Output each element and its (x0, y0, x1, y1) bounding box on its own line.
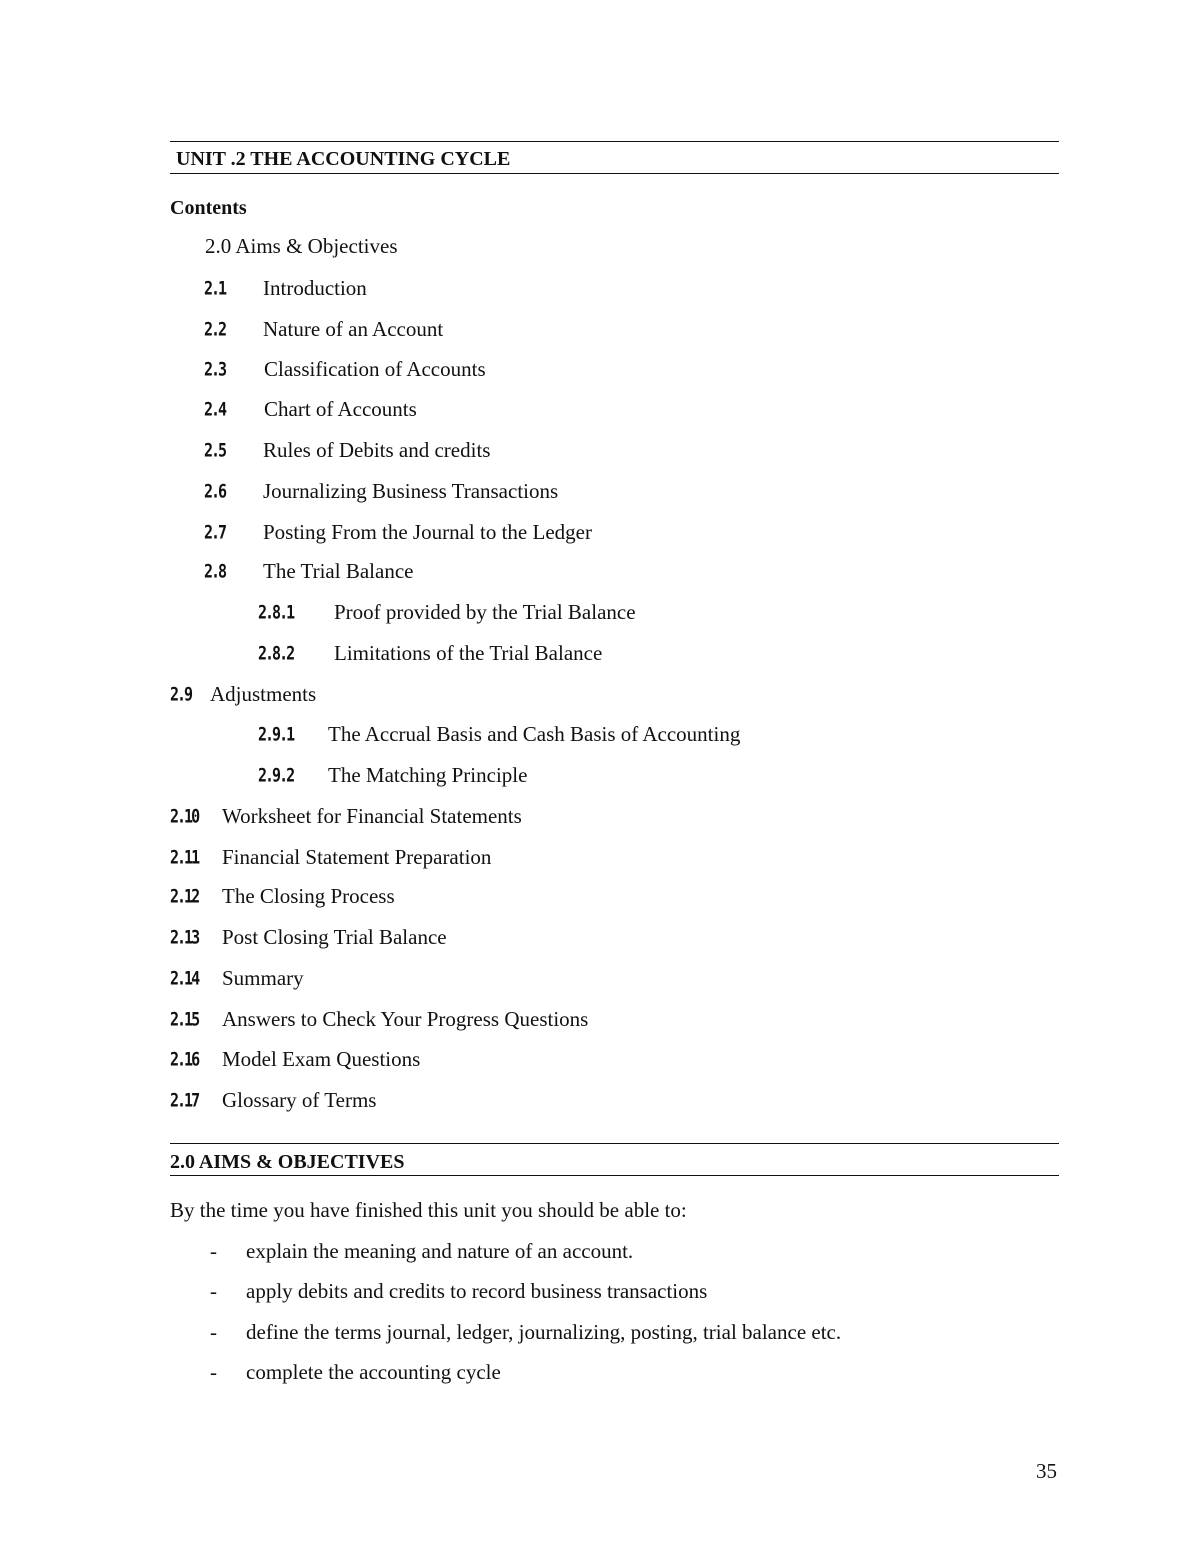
aims-intro: By the time you have finished this unit you should be able to: (170, 1198, 687, 1222)
page-number: 35 (1036, 1459, 1057, 1483)
aims-top-rule (170, 1143, 1059, 1144)
toc-label: Posting From the Journal to the Ledger (263, 520, 592, 544)
unit-bottom-rule (170, 173, 1059, 174)
toc-label: Model Exam Questions (222, 1047, 421, 1071)
unit-title: UNIT .2 THE ACCOUNTING CYCLE (176, 148, 511, 170)
toc-number: 2.1 (204, 276, 226, 300)
list-item-text: apply debits and credits to record business transactions (246, 1279, 708, 1303)
list-item-text: define the terms journal, ledger, journalizing, posting, trial balance etc. (246, 1320, 842, 1344)
toc-number: 2.11 (170, 845, 199, 869)
toc-number: 2.9.2 (258, 763, 294, 787)
toc-number: 2.5 (204, 438, 226, 462)
toc-label: Post Closing Trial Balance (222, 925, 447, 949)
toc-label: Adjustments (210, 682, 317, 706)
toc-number: 2.4 (204, 397, 226, 421)
toc-label: Summary (222, 966, 304, 990)
toc-label: The Trial Balance (263, 559, 414, 583)
toc-label: Worksheet for Financial Statements (222, 804, 522, 828)
bullet-dash: - (210, 1360, 217, 1384)
toc-number: 2.9.1 (258, 722, 294, 746)
list-item-text: complete the accounting cycle (246, 1360, 501, 1384)
bullet-dash: - (210, 1239, 217, 1263)
toc-label: Introduction (263, 276, 367, 300)
toc-item-aims: 2.0 Aims & Objectives (205, 234, 398, 258)
toc-number: 2.10 (170, 804, 199, 828)
unit-top-rule (170, 141, 1059, 142)
list-item-text: explain the meaning and nature of an account. (246, 1239, 634, 1263)
toc-number: 2.17 (170, 1088, 199, 1112)
toc-label: Financial Statement Preparation (222, 845, 492, 869)
toc-number: 2.9 (170, 682, 192, 706)
toc-label: The Closing Process (222, 884, 395, 908)
toc-label: Nature of an Account (263, 317, 444, 341)
toc-number: 2.3 (204, 357, 226, 381)
toc-label: Classification of Accounts (264, 357, 486, 381)
toc-label: The Matching Principle (328, 763, 528, 787)
toc-label: Journalizing Business Transactions (263, 479, 559, 503)
toc-number: 2.15 (170, 1007, 199, 1031)
toc-number: 2.6 (204, 479, 226, 503)
toc-number: 2.12 (170, 884, 199, 908)
toc-number: 2.8.2 (258, 641, 294, 665)
toc-number: 2.2 (204, 317, 226, 341)
bullet-dash: - (210, 1320, 217, 1344)
toc-number: 2.7 (204, 520, 226, 544)
aims-bottom-rule (170, 1175, 1059, 1176)
toc-label: Glossary of Terms (222, 1088, 377, 1112)
toc-label: Limitations of the Trial Balance (334, 641, 603, 665)
toc-number: 2.16 (170, 1047, 199, 1071)
toc-label: Proof provided by the Trial Balance (334, 600, 636, 624)
toc-number: 2.14 (170, 966, 199, 990)
toc-number: 2.13 (170, 925, 199, 949)
bullet-dash: - (210, 1279, 217, 1303)
aims-heading: 2.0 AIMS & OBJECTIVES (170, 1151, 405, 1173)
toc-number: 2.8.1 (258, 600, 294, 624)
toc-label: Answers to Check Your Progress Questions (222, 1007, 589, 1031)
toc-label: The Accrual Basis and Cash Basis of Accounting (328, 722, 741, 746)
toc-number: 2.8 (204, 559, 226, 583)
toc-label: Chart of Accounts (264, 397, 417, 421)
toc-label: Rules of Debits and credits (263, 438, 491, 462)
contents-heading: Contents (170, 197, 247, 219)
